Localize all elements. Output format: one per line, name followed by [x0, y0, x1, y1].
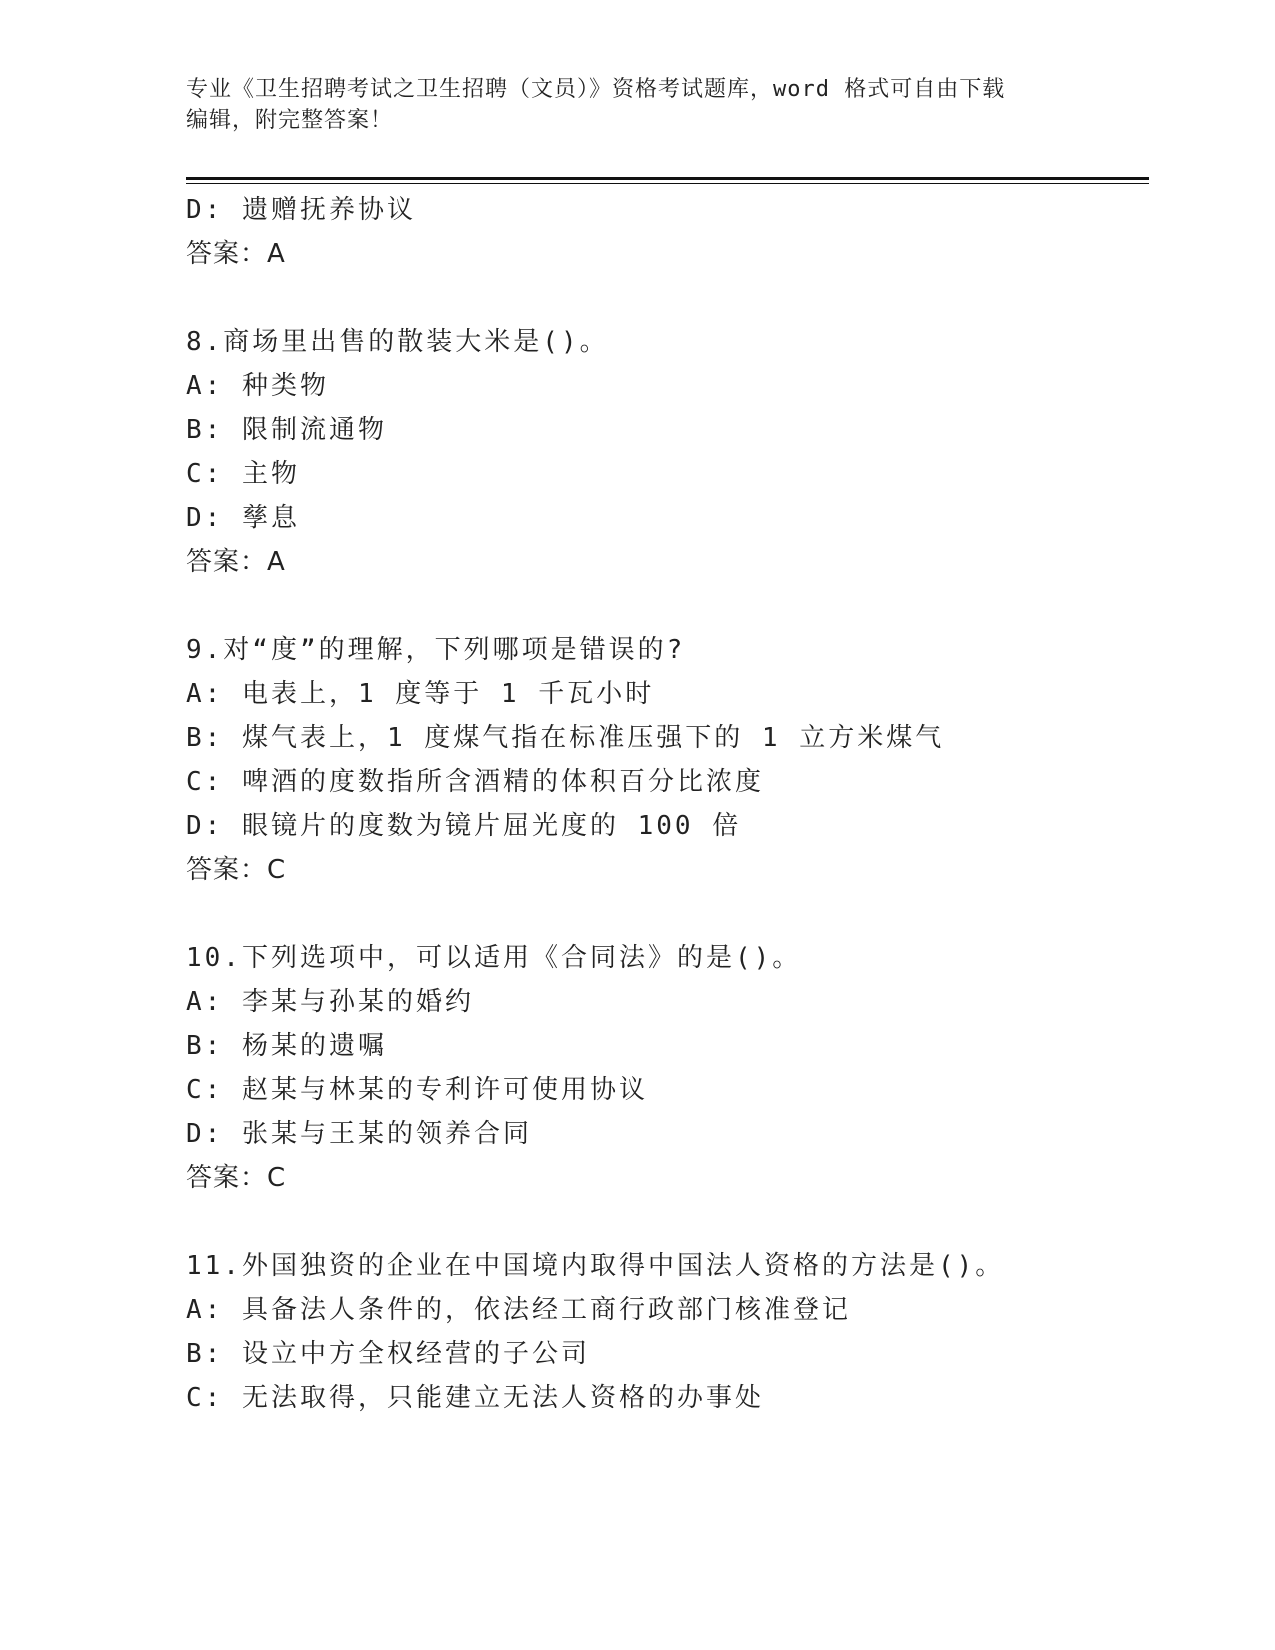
q9-option-a: A: 电表上，1 度等于 1 千瓦小时: [186, 679, 655, 709]
header-line-2: 编辑，附完整答案！: [186, 108, 394, 133]
q8-option-c: C: 主物: [186, 459, 300, 489]
q11-option-a: A: 具备法人条件的，依法经工商行政部门核准登记: [186, 1295, 851, 1325]
q8-question: 8.商场里出售的散装大米是()。: [186, 327, 609, 357]
q9-option-b: B: 煤气表上，1 度煤气指在标准压强下的 1 立方米煤气: [186, 723, 945, 753]
q9-option-c: C: 啤酒的度数指所含酒精的体积百分比浓度: [186, 767, 764, 797]
q7-answer: 答案：A: [186, 239, 286, 269]
q7-option-d: D: 遗赠抚养协议: [186, 195, 416, 225]
q11-question: 11.外国独资的企业在中国境内取得中国法人资格的方法是()。: [186, 1251, 1005, 1281]
q11-option-c: C: 无法取得，只能建立无法人资格的办事处: [186, 1383, 764, 1413]
q11-option-b: B: 设立中方全权经营的子公司: [186, 1339, 590, 1369]
q9-question: 9.对“度”的理解，下列哪项是错误的?: [186, 635, 686, 665]
q10-option-d: D: 张某与王某的领养合同: [186, 1119, 532, 1149]
q10-option-a: A: 李某与孙某的婚约: [186, 987, 474, 1017]
header-divider-thin: [186, 183, 1149, 184]
q10-option-c: C: 赵某与林某的专利许可使用协议: [186, 1075, 648, 1105]
q8-option-d: D: 孳息: [186, 503, 300, 533]
q10-question: 10.下列选项中，可以适用《合同法》的是()。: [186, 943, 802, 973]
header-line-1: 专业《卫生招聘考试之卫生招聘（文员）》资格考试题库，word 格式可自由下载: [186, 77, 1006, 102]
q8-option-b: B: 限制流通物: [186, 415, 387, 445]
header-divider-thick: [186, 177, 1149, 180]
q10-option-b: B: 杨某的遗嘱: [186, 1031, 387, 1061]
q8-answer: 答案：A: [186, 547, 286, 577]
q9-answer: 答案：C: [186, 855, 287, 885]
document-header: [186, 74, 1086, 136]
q9-option-d: D: 眼镜片的度数为镜片屈光度的 100 倍: [186, 811, 742, 841]
q10-answer: 答案：C: [186, 1163, 287, 1193]
q8-option-a: A: 种类物: [186, 371, 329, 401]
